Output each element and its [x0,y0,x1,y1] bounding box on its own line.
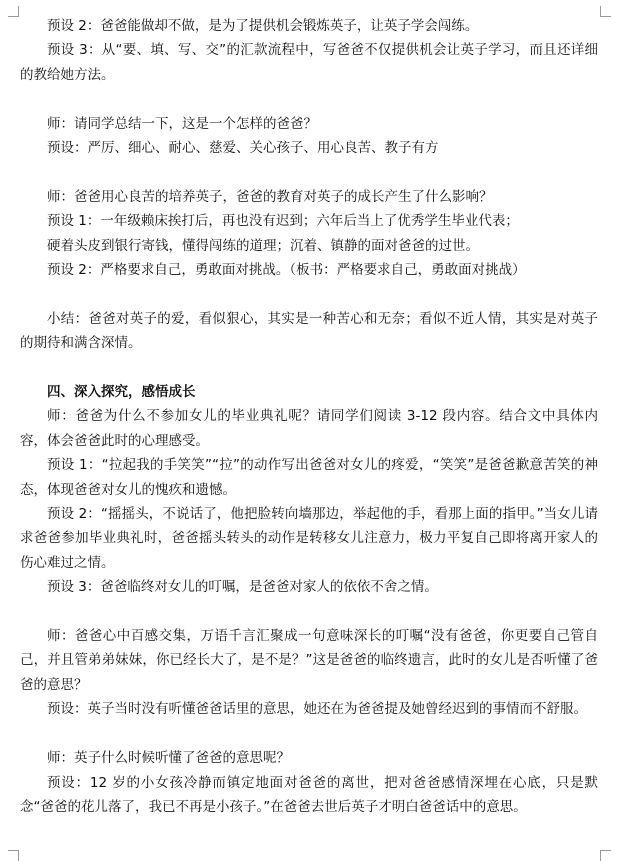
crop-mark-top-left [8,6,19,17]
paragraph: 预设 3：爸爸临终对女儿的叮嘱，是爸爸对家人的依依不舍之情。 [47,579,438,596]
paragraph: 师：请同学总结一下，这是一个怎样的爸爸？ [47,115,317,132]
paragraph: 预设 3：从“要、填、写、交”的汇款流程中，写爸爸不仅提供机会让英子学习，而且还详细的教给她方法。 [20,42,598,83]
section-heading: 四、深入探究，感悟成长 [47,384,196,401]
paragraph-gap [20,282,598,306]
paragraph: 预设 1：“拉起我的手笑笑”“拉”的动作写出爸爸对女儿的疼爱，“笑笑”是爸爸歉意苦笑的神态，体现爸爸对女儿的愧疚和遗憾。 [20,457,598,498]
paragraph: 预设 2：爸爸能做却不做，是为了提供机会锻炼英子，让英子学会闯练。 [47,18,479,34]
paragraph: 预设：12 岁的小女孩冷静而镇定地面对爸爸的离世，把对爸爸感情深埋在心底，只是默念“爸爸的花儿落了，我已不再是小孩子。”在爸爸去世后英子才明白爸爸话中的意思。 [20,774,598,815]
paragraph: 预设 2：严格要求自己，勇敢面对挑战。（板书：严格要求自己，勇敢面对挑战） [47,262,526,279]
paragraph: 师：爸爸心中百感交集，万语千言汇聚成一句意味深长的叮嘱“没有爸爸，你更要自己管自己，并且管弟弟妹妹，你已经长大了，是不是？”这是爸爸的临终遗言，此时的女儿是否听懂了爸爸的意思？ [20,628,598,693]
paragraph-gap [20,600,598,624]
paragraph: 师：英子什么时候听懂了爸爸的意思呢？ [47,750,290,767]
paragraph-gap [20,722,598,746]
crop-mark-bottom-left [8,850,19,861]
paragraph: 预设：英子当时没有听懂爸爸话里的意思，她还在为爸爸提及她曾经迟到的事情而不舒服。 [47,701,587,718]
paragraph: 预设：严厉、细心、耐心、慈爱、关心孩子、用心良苦、教子有方 [47,140,439,157]
paragraph: 硬着头皮到银行寄钱，懂得闯练的道理；沉着、镇静的面对爸爸的过世。 [47,237,479,254]
paragraph-gap [20,356,598,380]
crop-mark-bottom-right [600,850,611,861]
paragraph-gap [20,160,598,184]
paragraph: 师：爸爸为什么不参加女儿的毕业典礼呢？请同学们阅读 3-12 段内容。结合文中具体内容，体会爸爸此时的心理感受。 [20,408,598,449]
crop-mark-top-right [600,6,611,17]
paragraph: 预设 2：“摇摇头，不说话了，他把脸转向墙那边，举起他的手，看那上面的指甲。”当女儿请求爸爸参加毕业典礼时，爸爸摇头转头的动作是转移女儿注意力，极力平复自己即将离开家人的伤心难过之情。 [20,506,598,571]
paragraph-gap [20,87,598,111]
document-page [20,14,598,819]
paragraph: 师：爸爸用心良苦的培养英子，爸爸的教育对英子的成长产生了什么影响？ [47,188,493,205]
paragraph: 预设 1：一年级赖床挨打后，再也没有迟到；六年后当上了优秀学生毕业代表； [47,213,519,230]
paragraph: 小结：爸爸对英子的爱，看似狠心，其实是一种苦心和无奈；看似不近人情，其实是对英子的期待和满含深情。 [20,310,598,352]
